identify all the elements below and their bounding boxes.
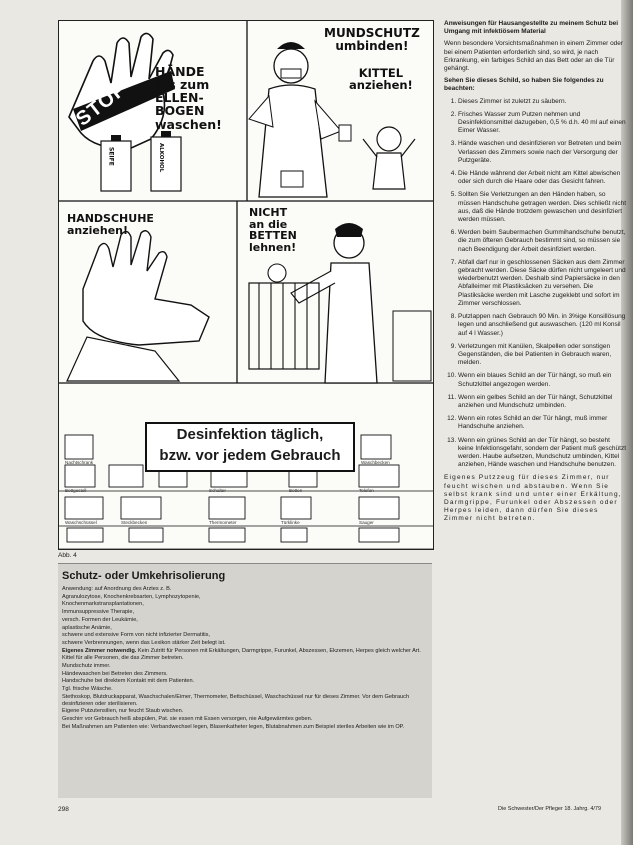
soap-label: SEIFE <box>107 147 115 166</box>
isolation-line-text: Kittel für alle Personen, die das Zimmer betreten. <box>62 655 184 662</box>
instruction-item: 7. Abfall darf nur in geschlossenen Säcken aus dem Zimmer gebracht werden. Diese Säcke dürfen nicht umgeleert und wiederbenutzt werden. Deshalb sind Papiersäcke in den Abfalleimer mit Plastiksäcken zu versehen. Die Plastiksäcke werden mit Lasche zugeklebt und sofort im Zimmer verschlossen. <box>458 259 627 308</box>
isolation-line <box>62 625 428 632</box>
hygiene-poster <box>58 20 434 550</box>
instruction-item: 13. Wenn ein grünes Schild an der Tür hängt, so besteht keine Infektionsgefahr, sondern der Patient muß geschützt werden. Haube aufsetzen, Mundschutz umbinden, Kittel anziehen, Hände waschen und Handschuhe benutzen. <box>458 437 627 470</box>
intro-paragraph: Wenn besondere Vorsichtsmaßnahmen in einem Zimmer oder bei einem Patienten erforderlich sind, so wird, je nach Erkrankung, ein farbiges Schild an das Bett oder an die Tür gehängt. <box>444 40 624 73</box>
gloves-icon <box>83 231 209 345</box>
poster-umbinden: umbinden! <box>335 38 409 53</box>
poster-mundschutz: MUNDSCHUTZ <box>324 26 420 40</box>
isolation-line-text: schwere und extensive Form von nicht infizierter Dermatitis, <box>62 632 210 639</box>
isolation-line-text: Kein Zutritt für Personen mit Erkältungen, Darmgrippe, Furunkel, Abszessen, Ekzemen, Herpes gleich welcher Art. <box>136 647 421 654</box>
instruction-item: 2. Frisches Wasser zum Putzen nehmen und Desinfektionsmittel dazugeben, 0,5 % d.h. 40 ml auf einen Eimer Wasser. <box>458 111 627 136</box>
isolation-line <box>62 601 428 608</box>
instruction-item: 3. Hände waschen und desinfizieren vor Betreten und beim Verlassen des Zimmers sowie nach der Versorgung der Putzgeräte. <box>458 140 627 165</box>
instruction-item: 5. Sollten Sie Verletzungen an den Händen haben, so müssen Handschuhe getragen werden. Dies schließt nicht aus, daß die Hände trotzdem gewaschen und desinfiziert werden müssen. <box>458 191 627 224</box>
poster-bed-heading <box>249 207 297 253</box>
isolation-line-text: Mundschutz immer. <box>62 663 111 670</box>
poster-anziehen-2: anziehen! <box>67 223 129 237</box>
item-label: Betten <box>289 488 303 493</box>
intro-rule: Sehen Sie dieses Schild, so haben Sie folgendes zu beachten: <box>444 77 604 93</box>
isolation-line <box>62 640 428 647</box>
intro-heading: Anweisungen für Hausangestellte zu meinem Schutz bei Umgang mit infektiösem Material <box>444 20 619 36</box>
figure-caption: Abb. 4 <box>58 552 77 559</box>
item-label: Schalter <box>209 488 226 493</box>
instructions-column <box>444 20 627 528</box>
isolation-line <box>62 671 428 678</box>
isolation-line-text: aplastische Anämie, <box>62 624 112 631</box>
disinfection-line-2: bzw. vor jedem Gebrauch <box>159 447 341 464</box>
isolation-line <box>62 617 428 624</box>
isolation-line-text: Bei Maßnahmen am Patienten wie: Verbandwechsel legen, Blasenkatheter legen, Blutabnahmen zum Beispiel steriles Arbeiten wie im OP. <box>62 723 405 730</box>
poster-lehnen: lehnen! <box>249 240 297 254</box>
isolation-line-text: versch. Formen der Leukämie, <box>62 616 138 623</box>
isolation-line <box>62 663 428 670</box>
soap-bottle-icon <box>101 141 131 191</box>
isolation-line-text: Stethoskop, Blutdruckapparat, Waschschalen/Eimer, Thermometer, Bettschüssel, Waschschüssel nur für dieses Zimmer. Vor dem Gebrauch desinfizieren oder sterilisieren. <box>62 693 410 707</box>
poster-gown-heading <box>349 67 413 91</box>
instructions-list <box>444 98 627 470</box>
isolation-line-text: Eigene Putzutensilien, nur feucht Staub wischen. <box>62 708 184 715</box>
poster-anziehen-1: anziehen! <box>349 78 413 93</box>
page-number: 298 <box>58 806 69 813</box>
poster-ellen: ELLEN- <box>155 90 204 106</box>
poster-bis-zum: bis zum <box>155 77 210 93</box>
poster-mask-heading <box>324 27 420 52</box>
poster-kittel: KITTEL <box>358 66 404 80</box>
item-label: Waschschüssel <box>65 520 97 525</box>
isolation-line-text: Geschirr vor Gebrauch heiß abspülen, Pat. sie essen mit Essen versorgen, nie Aufgewärmtes geben. <box>62 716 313 723</box>
isolation-line <box>62 609 428 616</box>
alcohol-label: ALKOHOL <box>157 143 164 173</box>
outro-paragraph: Eigenes Putzzeug für dieses Zimmer, nur feucht wischen und abstauben. Wenn Sie selbst krank sind und unter einer Erkältung, Darmgrippe, Furunkel oder Abszessen oder Herpes leiden, dann dürfen Sie dieses Zimmer nicht betreten. <box>444 474 622 523</box>
disinfection-line-1: Desinfektion täglich, <box>176 426 324 443</box>
isolation-line-text: Agranulozytose, Knochenkrebsarten, Lymphozytopenie, <box>62 593 201 600</box>
isolation-line <box>62 678 428 685</box>
protective-isolation-title: Schutz- oder Umkehrisolierung <box>62 570 226 582</box>
instruction-item: 9. Verletzungen mit Kanülen, Skalpellen oder sonstigen Gegenständen, die bei Patienten in Gebrauch waren, melden. <box>458 343 627 368</box>
isolation-line <box>62 648 428 655</box>
isolation-line <box>62 686 428 693</box>
poster-waschen: waschen! <box>155 116 222 132</box>
isolation-line <box>62 655 428 662</box>
item-label: Türklinke <box>281 520 300 525</box>
isolation-line <box>62 708 428 715</box>
item-label: Nachtschrank <box>65 460 94 465</box>
item-label: Thermometer <box>209 520 237 525</box>
poster-bogen: BOGEN <box>155 103 205 119</box>
instruction-item: 4. Die Hände während der Arbeit nicht am Kittel abwischen oder sich durch die Haare oder das Gesicht fahren. <box>458 170 627 186</box>
instruction-item: 10. Wenn ein blaues Schild an der Tür hängt, so muß ein Schutzkittel angezogen werden. <box>458 372 627 388</box>
instruction-item: 6. Werden beim Saubermachen Gummihandschuhe benutzt, die zum öfteren Gebrauch bestimmt sind, so müssen sie nach Beendigung der Arbeit desinfiziert werden. <box>458 229 627 254</box>
item-label: Sauger <box>359 520 374 525</box>
instruction-item: 12. Wenn ein rotes Schild an der Tür hängt, muß immer Handschuhe anziehen. <box>458 415 627 431</box>
isolation-line <box>62 694 428 708</box>
isolation-line-text: Handschuhe bei direktem Kontakt mit dem Patienten. <box>62 678 195 685</box>
instruction-item: 1. Dieses Zimmer ist zuletzt zu säubern. <box>458 98 627 106</box>
isolation-line <box>62 724 428 731</box>
item-label: Steckbecken <box>121 520 148 525</box>
isolation-line-text: Händewaschen bei Betreten des Zimmers. <box>62 670 168 677</box>
journal-footer: Die Schwester/Der Pfleger 18. Jahrg. 4/79 <box>498 806 602 812</box>
isolation-line <box>62 586 428 593</box>
isolation-line <box>62 632 428 639</box>
instruction-item: 8. Putzlappen nach Gebrauch 90 Min. in 3%ige Konsillösung legen und anschließend gut auswaschen. (120 ml Konsil auf 4 l Wasser.) <box>458 313 627 338</box>
isolation-line <box>62 594 428 601</box>
instruction-item: 11. Wenn ein gelbes Schild an der Tür hängt, Schutzkittel anziehen und Mundschutz umbinden. <box>458 394 627 410</box>
protective-isolation-box <box>58 563 432 798</box>
poster-nicht: NICHT <box>249 206 288 219</box>
stop-sign-text: STOP <box>72 77 132 131</box>
poster-gloves-heading <box>67 213 154 236</box>
protective-isolation-body <box>62 586 428 732</box>
isolation-line <box>62 716 428 723</box>
poster-haende: HÄNDE <box>155 64 205 79</box>
isolation-line-text: Immunsuppressive Therapie, <box>62 609 135 616</box>
isolation-line-text: Knochenmarkstransplantationen, <box>62 601 144 608</box>
isolation-line-emphasis: Eigenes Zimmer notwendig. <box>62 647 137 654</box>
disinfection-box <box>145 422 355 472</box>
poster-an-die: an die <box>249 217 288 231</box>
poster-betten: BETTEN <box>249 229 297 243</box>
poster-handschuhe: HANDSCHUHE <box>67 212 154 225</box>
isolation-line-text: Tgl. frische Wäsche. <box>62 686 113 693</box>
alcohol-bottle-icon <box>151 137 181 191</box>
isolation-line-text: schwere Verbrennungen, wenn das Lexikon stärker Zeit belegt ist. <box>62 639 226 646</box>
item-label: Telefon <box>359 488 374 493</box>
child-head-icon <box>377 127 401 151</box>
item-label: Waschbecken <box>361 460 390 465</box>
poster-handwash-heading <box>155 65 222 131</box>
isolation-line-text: Anwendung: auf Anordnung des Arztes z. B. <box>62 586 172 592</box>
item-label: Bettgestell <box>65 488 87 493</box>
